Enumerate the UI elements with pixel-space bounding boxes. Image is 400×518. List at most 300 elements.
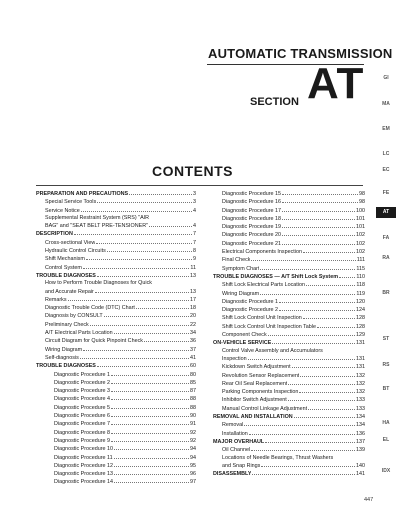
dot-leader	[114, 462, 189, 467]
section-tab-lc[interactable]: LC	[382, 151, 390, 157]
toc-entry[interactable]	[213, 380, 365, 388]
toc-page-number: 102	[356, 240, 365, 247]
section-tab-fe[interactable]: FE	[382, 190, 390, 196]
contents-heading: CONTENTS	[152, 163, 233, 179]
dot-leader	[74, 230, 192, 235]
toc-entry-title: Diagnostic Procedure 1	[222, 298, 279, 305]
dot-leader	[90, 321, 189, 326]
toc-entry[interactable]	[36, 280, 196, 287]
toc-entry-title: Diagnostic Procedure 12	[54, 462, 114, 469]
toc-page-number: 133	[356, 397, 365, 404]
dot-leader	[317, 323, 355, 328]
dot-leader	[114, 478, 189, 483]
dot-leader	[80, 354, 189, 359]
toc-entry[interactable]	[213, 207, 365, 215]
toc-entry-title: PREPARATION AND PRECAUTIONS	[36, 191, 129, 197]
toc-entry-title: Parking Components Inspection	[222, 389, 299, 396]
dot-leader	[299, 388, 355, 393]
section-tab-rs[interactable]: RS	[382, 362, 390, 368]
toc-entry-title: Diagnostic Procedure 10	[54, 446, 114, 453]
toc-entry[interactable]	[36, 198, 196, 206]
toc-page-number: 132	[356, 380, 365, 387]
toc-entry-title: Diagnostic Procedure 6	[54, 413, 111, 420]
dot-leader	[248, 355, 355, 360]
toc-left-column	[36, 190, 196, 487]
toc-entry[interactable]	[36, 354, 196, 362]
toc-entry-title: TROUBLE DIAGNOSES	[36, 272, 96, 279]
dot-leader	[95, 288, 189, 293]
dot-leader	[272, 339, 355, 344]
toc-page-number: 110	[356, 273, 365, 280]
toc-page-number: 97	[190, 479, 196, 486]
contents-divider	[36, 185, 363, 186]
toc-page-number: 36	[190, 338, 196, 345]
dot-leader	[86, 255, 192, 260]
toc-entry-title: Service Notice	[45, 207, 80, 214]
toc-entry-title: ON-VEHICLE SERVICE	[213, 340, 272, 347]
dot-leader	[300, 372, 355, 377]
toc-page-number: 115	[356, 265, 365, 272]
toc-section-heading[interactable]	[36, 190, 196, 198]
toc-entry[interactable]	[36, 429, 196, 437]
toc-entry-title: DESCRIPTION	[36, 231, 73, 238]
toc-entry[interactable]	[36, 346, 196, 354]
dot-leader	[111, 387, 189, 392]
toc-entry[interactable]	[213, 223, 365, 231]
toc-entry-title: Diagnostic Procedure 9	[54, 437, 111, 444]
section-tab-ra[interactable]: RA	[382, 255, 390, 261]
toc-page-number: 139	[356, 447, 365, 454]
toc-entry[interactable]	[36, 371, 196, 379]
toc-page-number: 140	[356, 462, 365, 469]
toc-page-number: 3	[193, 199, 196, 206]
toc-page-number: 13	[190, 272, 196, 279]
dot-leader	[68, 296, 189, 301]
dot-leader	[111, 404, 189, 409]
toc-entry[interactable]	[213, 298, 365, 306]
toc-entry-title: Diagnostic Procedure 15	[222, 191, 282, 197]
toc-page-number: 9	[193, 256, 196, 263]
toc-section-heading[interactable]	[36, 272, 196, 280]
toc-entry[interactable]	[213, 372, 365, 380]
toc-entry[interactable]	[36, 470, 196, 478]
toc-entry-title: Diagnostic Procedure 14	[54, 479, 114, 486]
dot-leader	[282, 231, 355, 236]
dot-leader	[111, 395, 189, 400]
toc-page-number: 91	[190, 421, 196, 428]
toc-entry[interactable]	[213, 331, 365, 339]
toc-page-number: 120	[356, 298, 365, 305]
toc-entry-title: Circuit Diagram for Quick Pinpoint Check	[45, 338, 143, 345]
dot-leader	[260, 265, 355, 270]
toc-entry[interactable]	[213, 256, 365, 264]
toc-page-number: 131	[356, 364, 365, 371]
toc-entry[interactable]	[36, 215, 196, 222]
toc-entry[interactable]	[36, 296, 196, 304]
toc-page-number: 131	[356, 355, 365, 362]
dot-leader	[83, 264, 190, 269]
toc-entry[interactable]	[36, 288, 196, 296]
toc-entry[interactable]	[36, 420, 196, 428]
toc-entry-title: Symptom Chart	[222, 265, 260, 272]
toc-entry[interactable]	[36, 437, 196, 445]
toc-page-number: 129	[356, 332, 365, 339]
toc-entry-title: Diagnostic Procedure 20	[222, 232, 282, 239]
toc-entry-title: Diagnostic Procedure 8	[54, 429, 111, 436]
dot-leader	[252, 470, 355, 475]
toc-entry[interactable]	[213, 190, 365, 198]
dot-leader	[149, 222, 192, 227]
toc-entry[interactable]	[213, 215, 365, 223]
dot-leader	[339, 273, 355, 278]
toc-entry-title: Electrical Components Inspection	[222, 249, 303, 256]
toc-entry[interactable]	[213, 240, 365, 248]
dot-leader	[104, 312, 189, 317]
toc-entry[interactable]	[36, 445, 196, 453]
toc-entry-title: Diagnostic Procedure 13	[54, 471, 114, 478]
dot-leader	[303, 248, 355, 253]
toc-entry[interactable]	[213, 388, 365, 396]
dot-leader	[306, 281, 355, 286]
toc-page-number: 101	[356, 215, 365, 222]
toc-entry-title: and Accurate Repair	[45, 288, 94, 295]
toc-section-heading[interactable]	[36, 362, 196, 370]
toc-entry[interactable]	[213, 248, 365, 256]
dot-leader	[282, 223, 355, 228]
toc-entry-title: Supplemental Restraint System (SRS) "AIR	[45, 214, 150, 221]
toc-page-number: 34	[190, 330, 196, 337]
toc-section-heading[interactable]	[213, 339, 365, 347]
toc-entry[interactable]	[36, 404, 196, 412]
toc-entry[interactable]	[213, 314, 365, 322]
toc-page-number: 90	[190, 413, 196, 420]
dot-leader	[111, 429, 189, 434]
toc-entry[interactable]	[213, 348, 365, 355]
toc-page-number: 87	[190, 388, 196, 395]
toc-entry-title: Diagnostic Procedure 2	[222, 307, 279, 314]
toc-entry[interactable]	[213, 455, 365, 462]
toc-entry-title: Removal	[222, 422, 244, 429]
section-tab-st[interactable]: ST	[382, 336, 390, 342]
toc-entry[interactable]	[213, 396, 365, 404]
toc-page-number: 17	[190, 296, 196, 303]
section-code: AT	[307, 59, 365, 108]
toc-section-heading[interactable]	[213, 438, 365, 446]
manual-title: AUTOMATIC TRANSMISSION	[208, 46, 393, 61]
dot-leader	[288, 380, 355, 385]
toc-page-number: 20	[190, 313, 196, 320]
toc-entry-title: Diagnostic Trouble Code (DTC) Chart	[45, 305, 135, 312]
toc-entry-title: Wiring Diagram	[222, 290, 260, 297]
toc-entry-title: Diagnostic Procedure 19	[222, 224, 282, 231]
toc-entry-title: Diagnostic Procedure 2	[54, 379, 111, 386]
dot-leader	[260, 290, 355, 295]
toc-entry-title: Diagnostic Procedure 1	[54, 371, 111, 378]
toc-entry[interactable]	[36, 239, 196, 247]
dot-leader	[308, 405, 355, 410]
toc-entry-title: Inspection	[222, 355, 247, 362]
section-tab-idx[interactable]: IDX	[381, 468, 391, 474]
toc-entry-title: Rear Oil Seal Replacement	[222, 380, 288, 387]
toc-page-number: 131	[356, 340, 365, 347]
toc-page-number: 141	[356, 471, 365, 478]
toc-entry-title: Diagnostic Procedure 16	[222, 199, 282, 206]
dot-leader	[303, 314, 355, 319]
toc-entry-title: Cross-sectional View	[45, 239, 96, 246]
dot-leader	[144, 337, 189, 342]
section-tab-br[interactable]: BR	[382, 290, 390, 296]
toc-entry-title: Diagnostic Procedure 7	[54, 421, 111, 428]
dot-leader	[282, 215, 355, 220]
dot-leader	[251, 256, 355, 261]
toc-entry-title: Revolution Sensor Replacement	[222, 372, 300, 379]
toc-entry-title: REMOVAL AND INSTALLATION	[213, 414, 293, 421]
toc-section-heading[interactable]	[213, 470, 365, 478]
toc-entry[interactable]	[213, 281, 365, 289]
section-tab-ec[interactable]: EC	[382, 167, 390, 173]
toc-entry-title: TROUBLE DIAGNOSES	[36, 363, 96, 370]
toc-page-number: 41	[190, 354, 196, 361]
section-tab-fa[interactable]: FA	[382, 235, 390, 241]
toc-page-number: 8	[193, 248, 196, 255]
toc-entry-title: BAG" and "SEAT BELT PRE-TENSIONER"	[45, 223, 149, 230]
toc-page-number: 132	[356, 372, 365, 379]
toc-page-number: 11	[190, 264, 196, 271]
toc-page-number: 98	[359, 199, 365, 206]
toc-page-number: 128	[356, 315, 365, 322]
dot-leader	[294, 413, 355, 418]
toc-page-number: 102	[356, 232, 365, 239]
toc-entry[interactable]	[36, 462, 196, 470]
toc-page-number: 37	[190, 346, 196, 353]
toc-entry[interactable]	[36, 337, 196, 345]
toc-entry[interactable]	[36, 329, 196, 337]
toc-page-number: 98	[359, 191, 365, 197]
toc-entry-title: Diagnostic Procedure 17	[222, 207, 282, 214]
dot-leader	[129, 190, 192, 195]
toc-entry-title: Diagnosis by CONSULT	[45, 313, 103, 320]
page-number: 447	[364, 497, 374, 503]
dot-leader	[282, 240, 355, 245]
dot-leader	[265, 438, 355, 443]
toc-page-number: 3	[193, 191, 196, 197]
toc-entry[interactable]	[36, 312, 196, 320]
dot-leader	[268, 331, 355, 336]
dot-leader	[96, 239, 192, 244]
toc-entry[interactable]	[36, 387, 196, 395]
toc-entry-title: Control System	[45, 264, 82, 271]
toc-section-heading[interactable]	[213, 413, 365, 421]
toc-entry-title: Control Valve Assembly and Accumulators	[222, 347, 323, 354]
toc-entry-title: and Snap Rings	[222, 462, 261, 469]
toc-entry[interactable]	[213, 198, 365, 206]
section-index-tabs	[374, 0, 400, 518]
toc-page-number: 88	[190, 404, 196, 411]
toc-page-number: 95	[190, 462, 196, 469]
dot-leader	[111, 437, 189, 442]
toc-entry[interactable]	[36, 255, 196, 263]
dot-leader	[107, 247, 192, 252]
toc-entry[interactable]	[36, 478, 196, 486]
toc-entry-title: Hydraulic Control Circuits	[45, 248, 106, 255]
toc-entry[interactable]	[213, 306, 365, 314]
dot-leader	[97, 198, 192, 203]
toc-entry-title: Shift Lock Control Unit Inspection Table	[222, 323, 316, 330]
toc-entry[interactable]	[213, 462, 365, 470]
toc-entry[interactable]	[213, 231, 365, 239]
dot-leader	[111, 379, 189, 384]
dot-leader	[97, 362, 189, 367]
toc-entry[interactable]	[36, 264, 196, 272]
toc-entry-title: Diagnostic Procedure 3	[54, 388, 111, 395]
section-tab-ha[interactable]: HA	[382, 420, 390, 426]
toc-entry-title: MAJOR OVERHAUL	[213, 438, 265, 445]
toc-page-number: 136	[356, 430, 365, 437]
toc-page-number: 132	[356, 389, 365, 396]
toc-entry[interactable]	[36, 454, 196, 462]
toc-entry-title: Special Service Tools	[45, 199, 97, 206]
toc-page-number: 124	[356, 307, 365, 314]
toc-entry-title: Manual Control Linkage Adjustment	[222, 405, 308, 412]
toc-section-heading[interactable]	[36, 230, 196, 238]
toc-page-number: 96	[190, 471, 196, 478]
toc-entry[interactable]	[36, 247, 196, 255]
toc-page-number: 22	[190, 321, 196, 328]
toc-page-number: 92	[190, 437, 196, 444]
section-tab-em[interactable]: EM	[382, 126, 390, 132]
toc-entry-title: Shift Mechanism	[45, 256, 85, 263]
dot-leader	[114, 470, 189, 475]
toc-entry[interactable]	[213, 405, 365, 413]
dot-leader	[279, 306, 355, 311]
dot-leader	[249, 430, 355, 435]
toc-entry-title: Self-diagnosis	[45, 354, 79, 361]
toc-entry-title: Installation	[222, 430, 248, 437]
toc-page-number: 101	[356, 224, 365, 231]
section-tab-ma[interactable]: MA	[382, 101, 390, 107]
toc-entry[interactable]	[36, 412, 196, 420]
toc-page-number: 7	[193, 231, 196, 238]
toc-entry-title: Inhibitor Switch Adjustment	[222, 397, 287, 404]
toc-entry-title: Locations of Needle Bearings, Thrust Washers	[222, 454, 334, 461]
dot-leader	[251, 446, 355, 451]
toc-entry-title: Wiring Diagram	[45, 346, 83, 353]
dot-leader	[288, 396, 355, 401]
toc-entry[interactable]	[36, 379, 196, 387]
toc-page-number: 111	[356, 257, 365, 264]
toc-entry[interactable]	[213, 323, 365, 331]
toc-page-number: 134	[356, 422, 365, 429]
toc-page-number: 94	[190, 446, 196, 453]
section-label: SECTION	[250, 96, 299, 108]
toc-entry-title: Oil Channel	[222, 447, 251, 454]
toc-page-number: 80	[190, 371, 196, 378]
toc-page-number: 85	[190, 379, 196, 386]
toc-page-number: 60	[190, 363, 196, 370]
toc-entry-title: Remarks	[45, 296, 67, 303]
dot-leader	[279, 298, 355, 303]
dot-leader	[244, 421, 355, 426]
section-tab-gi[interactable]: GI	[383, 75, 389, 81]
toc-entry-title: Preliminary Check	[45, 321, 89, 328]
toc-page-number: 100	[356, 207, 365, 214]
dot-leader	[114, 454, 189, 459]
toc-page-number: 128	[356, 323, 365, 330]
dot-leader	[114, 445, 189, 450]
toc-page-number: 94	[190, 454, 196, 461]
toc-page-number: 102	[356, 249, 365, 256]
toc-entry[interactable]	[213, 265, 365, 273]
toc-section-heading[interactable]	[213, 273, 365, 281]
toc-page-number: 4	[193, 207, 196, 214]
section-tab-at[interactable]: AT	[376, 207, 396, 218]
toc-right-column	[213, 190, 365, 478]
toc-entry-title: Shift Lock Control Unit Inspection	[222, 315, 302, 322]
toc-page-number: 7	[193, 239, 196, 246]
toc-entry-title: Diagnostic Procedure 21	[222, 240, 282, 247]
toc-entry[interactable]	[36, 321, 196, 329]
toc-page-number: 137	[356, 438, 365, 445]
toc-entry[interactable]	[213, 363, 365, 371]
toc-entry-title: Diagnostic Procedure 18	[222, 215, 282, 222]
toc-page-number: 118	[356, 282, 365, 289]
toc-entry-title: Diagnostic Procedure 5	[54, 404, 111, 411]
toc-page-number: 92	[190, 429, 196, 436]
toc-entry[interactable]	[213, 446, 365, 454]
toc-entry[interactable]	[36, 304, 196, 312]
toc-entry[interactable]	[36, 395, 196, 403]
toc-page-number: 134	[356, 414, 365, 421]
toc-entry-title: A/T Electrical Parts Location	[45, 330, 113, 337]
toc-page-number: 4	[193, 223, 196, 230]
toc-entry-title: TROUBLE DIAGNOSES — A/T Shift Lock System	[213, 273, 338, 280]
toc-entry[interactable]	[213, 421, 365, 429]
toc-page-number: 13	[190, 288, 196, 295]
dot-leader	[111, 412, 189, 417]
toc-page-number: 119	[356, 290, 365, 297]
dot-leader	[282, 207, 355, 212]
toc-entry-title: Kickdown Switch Adjustment	[222, 364, 291, 371]
toc-page-number: 18	[190, 305, 196, 312]
toc-entry-title: Component Check	[222, 332, 267, 339]
toc-entry-title: Final Check	[222, 257, 251, 264]
dot-leader	[114, 329, 189, 334]
toc-entry-title: How to Perform Trouble Diagnoses for Quick	[45, 280, 152, 287]
toc-entry[interactable]	[213, 355, 365, 363]
dot-leader	[81, 207, 192, 212]
dot-leader	[282, 190, 358, 195]
section-tab-el[interactable]: EL	[382, 437, 390, 443]
toc-entry[interactable]	[36, 207, 196, 215]
dot-leader	[136, 304, 189, 309]
dot-leader	[83, 346, 189, 351]
dot-leader	[292, 363, 355, 368]
toc-entry-title: DISASSEMBLY	[213, 471, 252, 478]
dot-leader	[282, 198, 358, 203]
toc-entry[interactable]	[213, 290, 365, 298]
dot-leader	[111, 371, 189, 376]
toc-entry-title: Shift Lock Electrical Parts Location	[222, 282, 305, 289]
dot-leader	[111, 420, 189, 425]
toc-entry[interactable]	[213, 430, 365, 438]
dot-leader	[97, 272, 189, 277]
toc-entry[interactable]	[36, 222, 196, 230]
toc-entry-title: Diagnostic Procedure 11	[54, 454, 113, 461]
toc-entry-title: Diagnostic Procedure 4	[54, 396, 111, 403]
section-tab-bt[interactable]: BT	[382, 386, 390, 392]
dot-leader	[261, 462, 355, 467]
toc-page-number: 133	[356, 405, 365, 412]
